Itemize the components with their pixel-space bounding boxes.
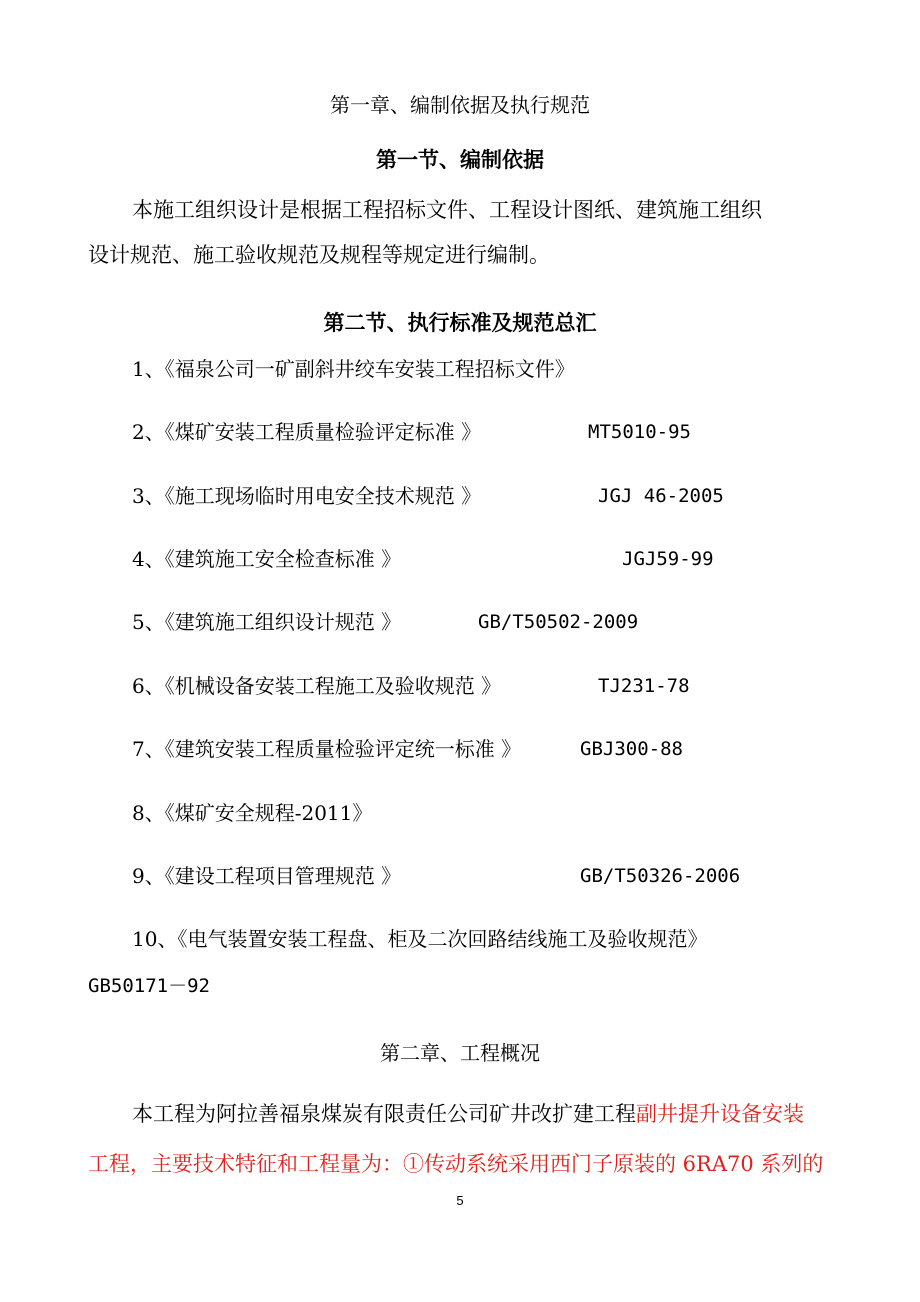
standard-item-code: GB/T50326-2006 xyxy=(580,865,741,887)
standard-item-code: GB/T50502-2009 xyxy=(478,611,639,633)
overview-highlight-text: 副井提升设备安装 xyxy=(636,1102,804,1126)
standard-item-code: MT5010-95 xyxy=(588,421,691,443)
standard-item-code: JGJ 46-2005 xyxy=(598,485,724,507)
standard-item-code: TJ231-78 xyxy=(598,675,690,697)
standard-item-title: 9、《建设工程项目管理规范 》 xyxy=(132,864,402,888)
page-number: 5 xyxy=(456,1193,464,1208)
chapter-1-title: 第一章、编制依据及执行规范 xyxy=(330,93,590,117)
section-2-title: 第二节、执行标准及规范总汇 xyxy=(323,311,597,335)
standard-item-code: JGJ59-99 xyxy=(622,548,714,570)
standard-item-title: 1、《福泉公司一矿副斜井绞车安装工程招标文件》 xyxy=(132,357,575,381)
overview-paragraph-line-1 xyxy=(132,1101,804,1127)
section-1-title: 第一节、编制依据 xyxy=(376,148,544,172)
overview-text: 本工程为阿拉善福泉煤炭有限责任公司矿井改扩建工程 xyxy=(132,1102,636,1126)
standard-item-title: 4、《建筑施工安全检查标准 》 xyxy=(132,547,402,571)
standard-item-title: 3、《施工现场临时用电安全技术规范 》 xyxy=(132,484,482,508)
standard-item-title: 5、《建筑施工组织设计规范 》 xyxy=(132,610,402,634)
basis-paragraph-line-2: 设计规范、施工验收规范及规程等规定进行编制。 xyxy=(88,243,550,267)
chapter-2-title: 第二章、工程概况 xyxy=(380,1041,540,1065)
standard-item-code: GBJ300-88 xyxy=(580,738,683,760)
standard-item-title: 10、《电气装置安装工程盘、柜及二次回路结线施工及验收规范》 xyxy=(132,927,708,951)
standard-item-code: GB50171－92 xyxy=(88,975,210,997)
standard-item-title: 6、《机械设备安装工程施工及验收规范 》 xyxy=(132,674,502,698)
basis-paragraph-line-1: 本施工组织设计是根据工程招标文件、工程设计图纸、建筑施工组织 xyxy=(132,198,762,222)
overview-paragraph-line-2: 工程，主要技术特征和工程量为：①传动系统采用西门子原装的 6RA70 系列的 xyxy=(88,1152,824,1176)
standard-item-title: 2、《煤矿安装工程质量检验评定标准 》 xyxy=(132,420,482,444)
standard-item-title: 8、《煤矿安全规程-2011》 xyxy=(132,801,373,825)
standard-item-title: 7、《建筑安装工程质量检验评定统一标准 》 xyxy=(132,737,522,761)
